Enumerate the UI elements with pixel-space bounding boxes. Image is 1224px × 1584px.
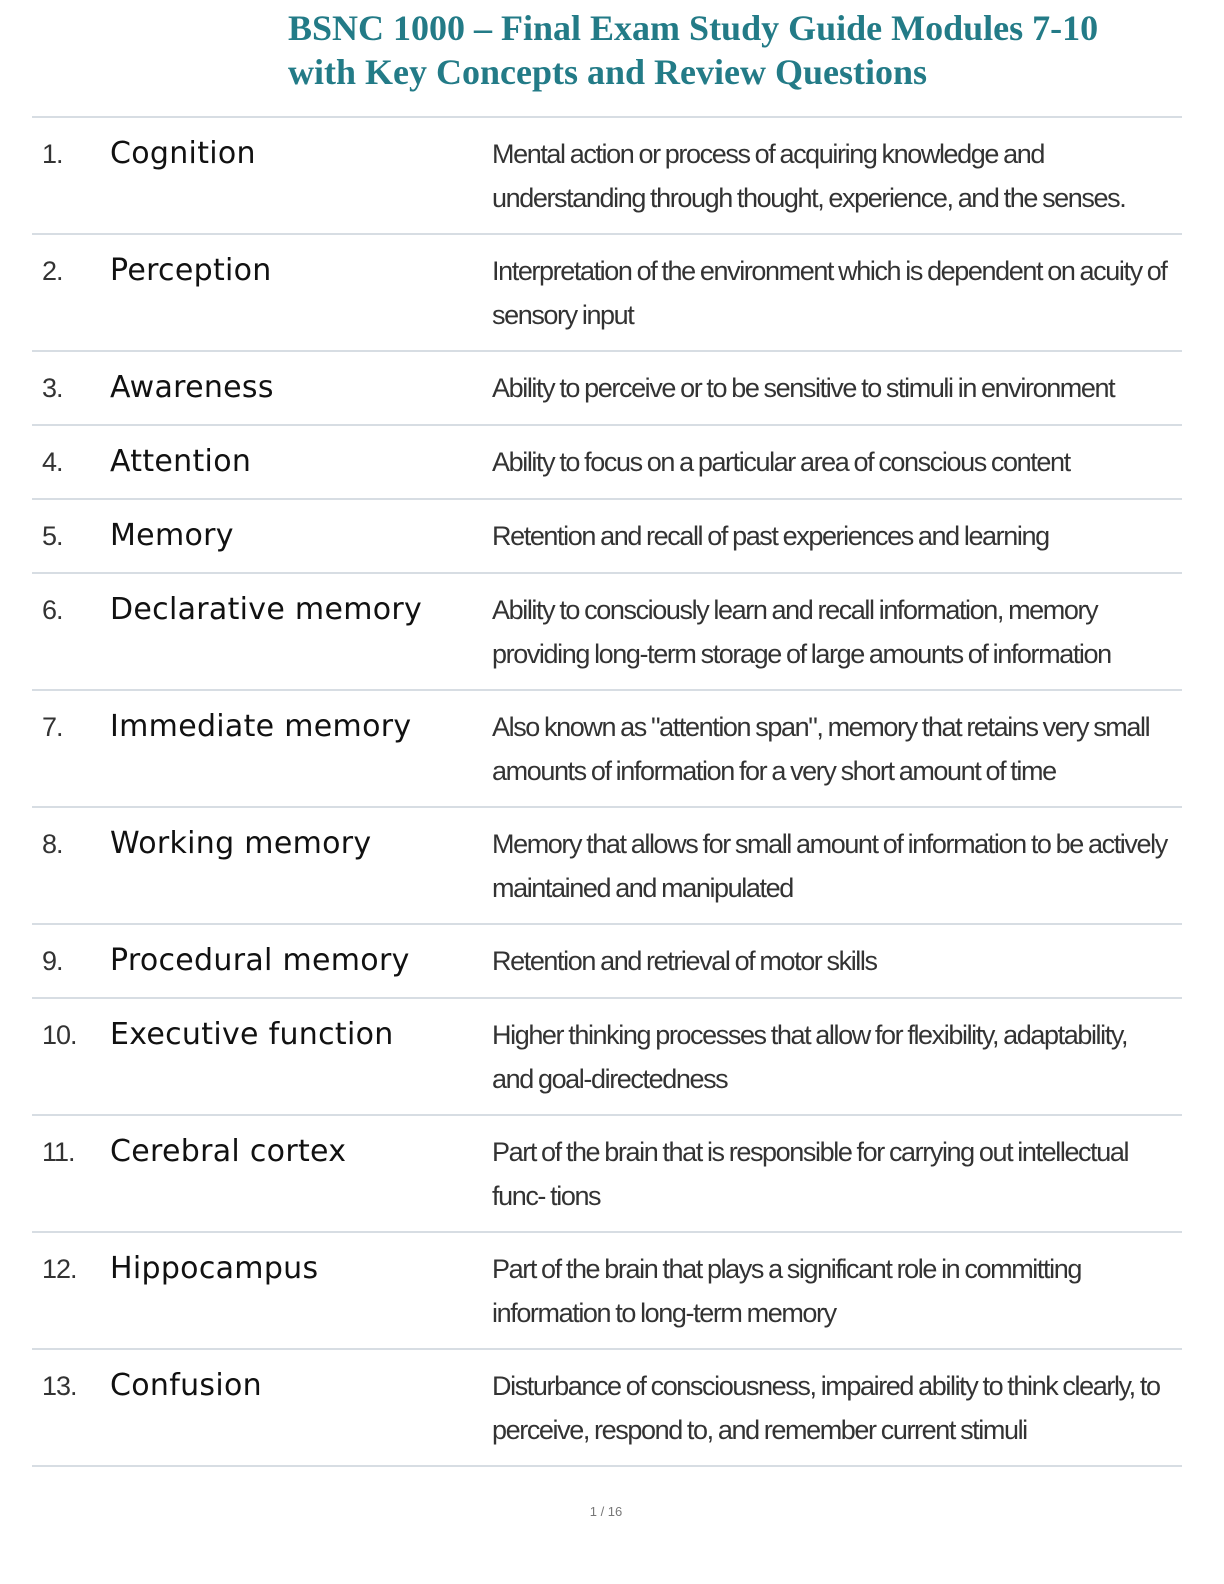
document-title — [288, 6, 1198, 94]
term-number: 11. — [42, 1137, 75, 1167]
term-number: 1. — [42, 139, 63, 169]
term-row — [32, 999, 1182, 1116]
term-row — [32, 808, 1182, 925]
term-number: 7. — [42, 712, 63, 742]
page-indicator: 1 / 16 — [589, 1504, 623, 1519]
term-definition: Higher thinking processes that allow for flexibility, adaptability, and goal-directedness — [492, 1020, 1128, 1094]
term-name: Confusion — [110, 1368, 262, 1403]
term-row — [32, 118, 1182, 235]
term-number: 2. — [42, 256, 63, 286]
term-row — [32, 426, 1182, 500]
term-row — [32, 1116, 1182, 1233]
term-row — [32, 574, 1182, 691]
term-definition: Retention and recall of past experiences and learning — [492, 521, 1049, 551]
term-definition: Retention and retrieval of motor skills — [492, 946, 877, 976]
term-name: Cerebral cortex — [110, 1134, 347, 1169]
term-row — [32, 925, 1182, 999]
term-number: 9. — [42, 946, 63, 976]
term-number: 5. — [42, 521, 63, 551]
term-number: 10. — [42, 1020, 77, 1050]
term-name: Executive function — [110, 1017, 394, 1052]
term-name: Immediate memory — [110, 709, 412, 744]
term-definition: Part of the brain that plays a significant role in committing information to long-term memory — [492, 1254, 1081, 1328]
term-definition: Memory that allows for small amount of information to be actively maintained and manipulated — [492, 829, 1167, 903]
title-line-2: with Key Concepts and Review Questions — [288, 52, 928, 92]
term-name: Hippocampus — [110, 1251, 319, 1286]
term-definition: Also known as "attention span", memory that retains very small amounts of information for a very short amount of time — [492, 712, 1150, 786]
term-row — [32, 235, 1182, 352]
term-number: 13. — [42, 1371, 77, 1401]
term-number: 6. — [42, 595, 63, 625]
term-row — [32, 352, 1182, 426]
term-definition: Ability to perceive or to be sensitive to stimuli in environment — [492, 373, 1115, 403]
term-number: 12. — [42, 1254, 77, 1284]
term-name: Awareness — [110, 370, 274, 405]
term-row — [32, 1233, 1182, 1350]
term-number: 3. — [42, 373, 63, 403]
terms-table — [32, 116, 1182, 1467]
term-definition: Ability to consciously learn and recall information, memory providing long-term storage of large amounts of information — [492, 595, 1111, 669]
term-name: Attention — [110, 444, 252, 479]
title-line-1: BSNC 1000 – Final Exam Study Guide Modules 7-10 — [288, 8, 1099, 48]
term-number: 4. — [42, 447, 63, 477]
term-name: Procedural memory — [110, 943, 410, 978]
term-definition: Disturbance of consciousness, impaired ability to think clearly, to perceive, respond to, and remember current stimuli — [492, 1371, 1160, 1445]
term-definition: Ability to focus on a particular area of conscious content — [492, 447, 1070, 477]
term-row — [32, 691, 1182, 808]
term-row — [32, 1350, 1182, 1467]
term-definition: Mental action or process of acquiring knowledge and understanding through thought, experience, and the senses. — [492, 139, 1126, 213]
term-name: Perception — [110, 253, 272, 288]
term-definition: Part of the brain that is responsible for carrying out intellectual func- tions — [492, 1137, 1129, 1211]
term-name: Memory — [110, 518, 234, 553]
term-number: 8. — [42, 829, 63, 859]
term-name: Working memory — [110, 826, 372, 861]
term-name: Declarative memory — [110, 592, 423, 627]
term-row — [32, 500, 1182, 574]
term-definition: Interpretation of the environment which is dependent on acuity of sensory input — [492, 256, 1167, 330]
term-name: Cognition — [110, 136, 256, 171]
